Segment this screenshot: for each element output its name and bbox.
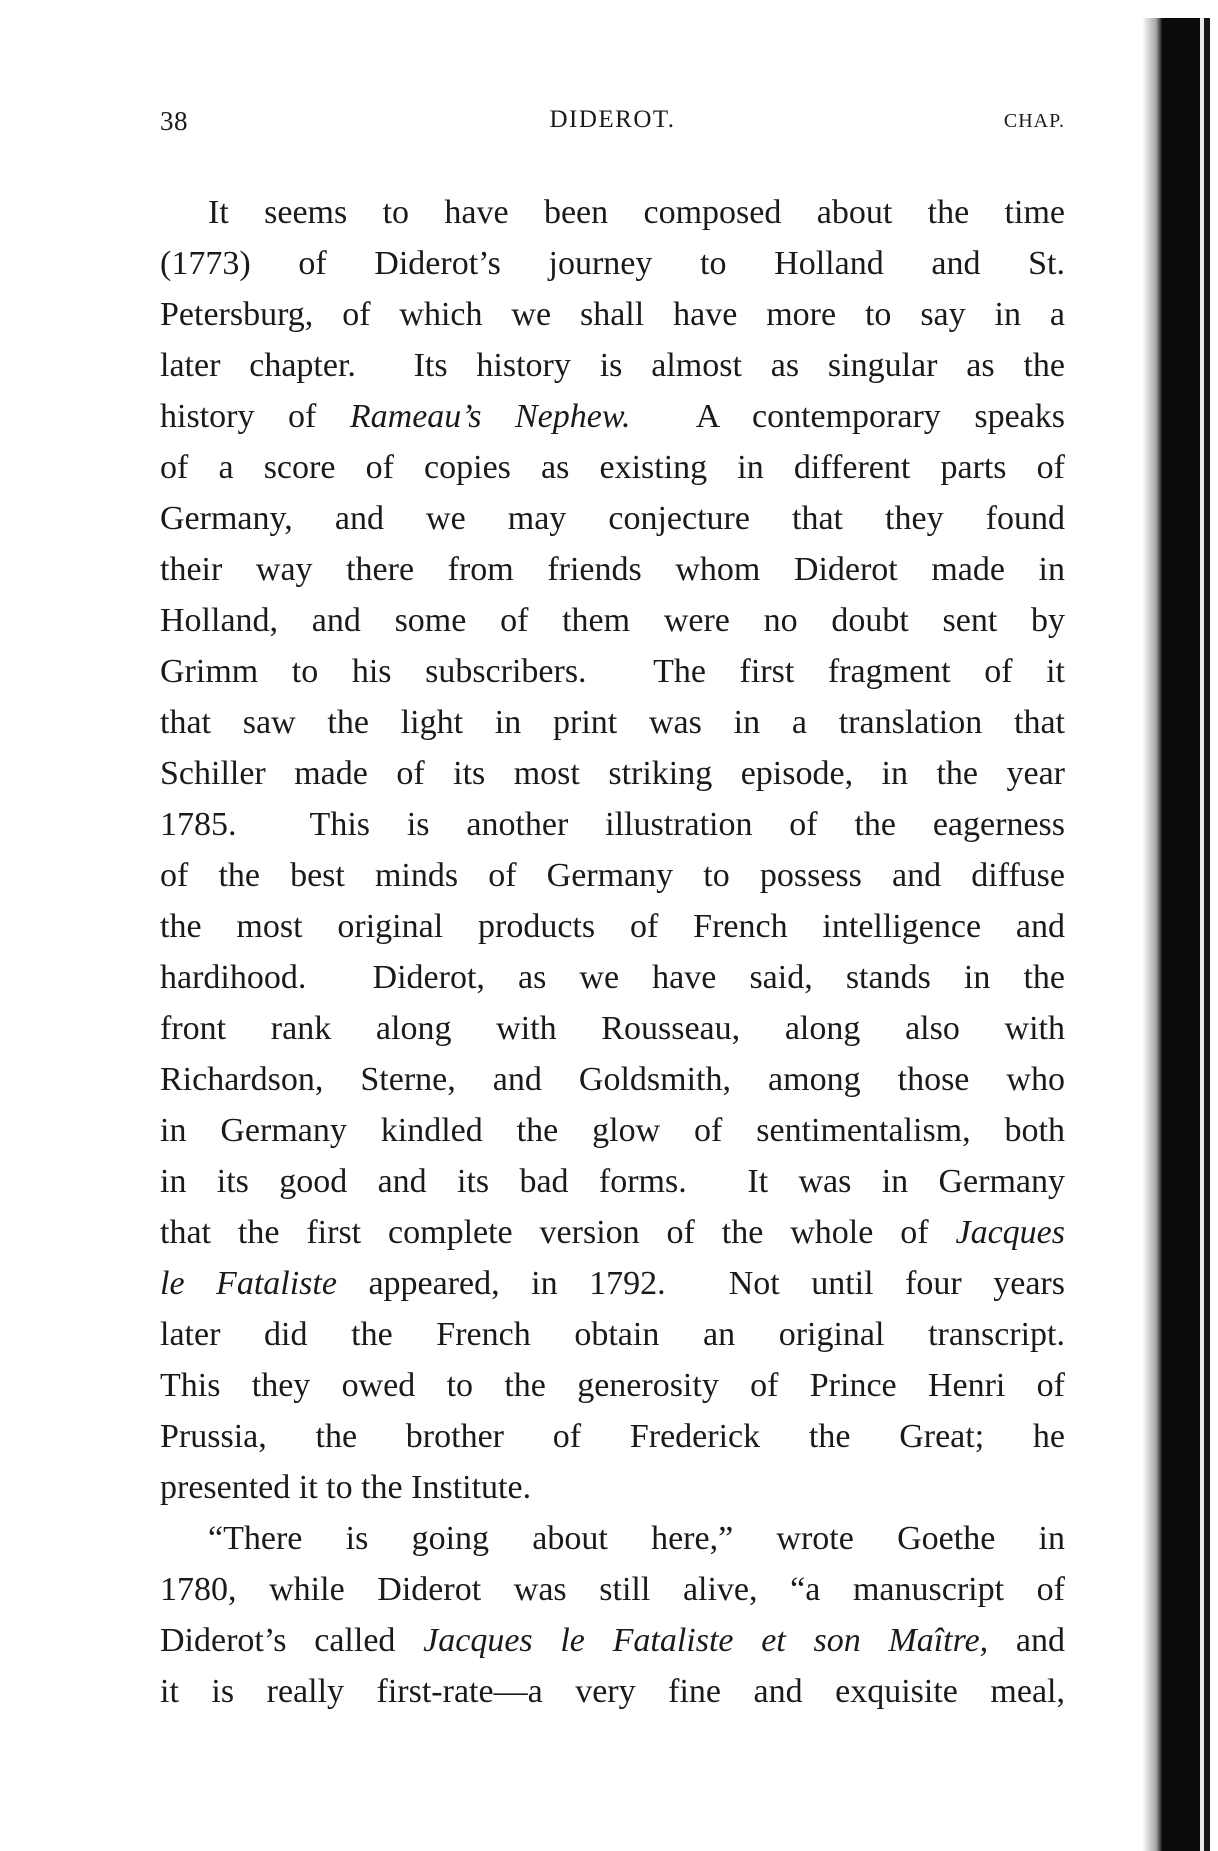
text-line (160, 544, 1065, 595)
text-line (160, 289, 1065, 340)
text-line (160, 1666, 1065, 1717)
text-line (160, 1615, 1065, 1666)
text-segment: of the best minds of Germany to possess and diffuse (160, 857, 1065, 894)
text-segment: (1773) of Diderot’s journey to Holland and St. (160, 245, 1065, 282)
italic-text: Rameau’s Nephew. (349, 398, 631, 435)
text-segment: of a score of copies as existing in different parts of (160, 449, 1065, 486)
text-line (160, 340, 1065, 391)
text-segment: Germany, and we may conjecture that they found (160, 500, 1065, 537)
text-line (160, 1411, 1065, 1462)
text-line (160, 952, 1065, 1003)
text-segment: Schiller made of its most striking episode, in the year (160, 755, 1065, 792)
text-line (160, 1309, 1065, 1360)
text-segment: Prussia, the brother of Frederick the Great; he (160, 1418, 1065, 1455)
italic-text: le Fataliste (160, 1265, 337, 1302)
text-segment: Petersburg, of which we shall have more to say in a (160, 296, 1065, 333)
text-segment: history of (160, 398, 350, 435)
text-line (160, 1156, 1065, 1207)
text-segment: Richardson, Sterne, and Goldsmith, among those who (160, 1061, 1065, 1098)
text-line (160, 1360, 1065, 1411)
text-line (160, 238, 1065, 289)
text-line (160, 1105, 1065, 1156)
text-segment: and (988, 1622, 1065, 1659)
text-segment: presented it to the Institute. (160, 1469, 532, 1506)
text-segment: in its good and its bad forms. It was in Germany (160, 1163, 1065, 1200)
body-text (160, 187, 1065, 1717)
text-line (160, 442, 1065, 493)
text-line (160, 391, 1065, 442)
text-segment: hardihood. Diderot, as we have said, stands in the (160, 959, 1065, 996)
section-label: CHAP. (1003, 110, 1065, 132)
text-segment: later did the French obtain an original transcript. (160, 1316, 1065, 1353)
running-title: DIDEROT. (549, 106, 676, 133)
text-segment: A contemporary speaks (630, 398, 1065, 435)
text-segment: This they owed to the generosity of Prince Henri of (160, 1367, 1065, 1404)
text-segment: Diderot’s called (160, 1622, 424, 1659)
text-line (160, 799, 1065, 850)
text-line (160, 1462, 1065, 1513)
text-segment: that saw the light in print was in a translation that (160, 704, 1065, 741)
text-line (160, 1564, 1065, 1615)
text-segment: later chapter. Its history is almost as singular as the (160, 347, 1065, 384)
text-line (160, 697, 1065, 748)
text-segment: 1780, while Diderot was still alive, “a manuscript of (160, 1571, 1065, 1608)
italic-text: Jacques (955, 1214, 1065, 1251)
text-line (160, 493, 1065, 544)
text-line (160, 1513, 1065, 1564)
book-binding-edge (1142, 18, 1210, 1851)
text-segment: Grimm to his subscribers. The first fragment of it (160, 653, 1065, 690)
text-segment: It seems to have been composed about the time (208, 194, 1065, 231)
text-segment: Holland, and some of them were no doubt sent by (160, 602, 1065, 639)
text-segment: 1785. This is another illustration of the eagerness (160, 806, 1065, 843)
text-line (160, 748, 1065, 799)
text-line (160, 1054, 1065, 1105)
text-segment: “There is going about here,” wrote Goethe in (208, 1520, 1065, 1557)
text-segment: their way there from friends whom Diderot made in (160, 551, 1065, 588)
text-line (160, 187, 1065, 238)
text-line (160, 1207, 1065, 1258)
text-line (160, 1258, 1065, 1309)
italic-text: Jacques le Fataliste et son Maître, (423, 1622, 989, 1659)
text-line (160, 1003, 1065, 1054)
page-number: 38 (160, 106, 188, 136)
text-line (160, 595, 1065, 646)
text-segment: that the first complete version of the whole of (160, 1214, 956, 1251)
text-segment: the most original products of French intelligence and (160, 908, 1065, 945)
text-segment: it is really first-rate—a very fine and exquisite meal, (160, 1673, 1065, 1710)
text-line (160, 901, 1065, 952)
running-head (160, 106, 1065, 146)
text-segment: in Germany kindled the glow of sentimentalism, both (160, 1112, 1065, 1149)
text-segment: front rank along with Rousseau, along also with (160, 1010, 1065, 1047)
text-segment: appeared, in 1792. Not until four years (336, 1265, 1065, 1302)
text-line (160, 850, 1065, 901)
text-line (160, 646, 1065, 697)
